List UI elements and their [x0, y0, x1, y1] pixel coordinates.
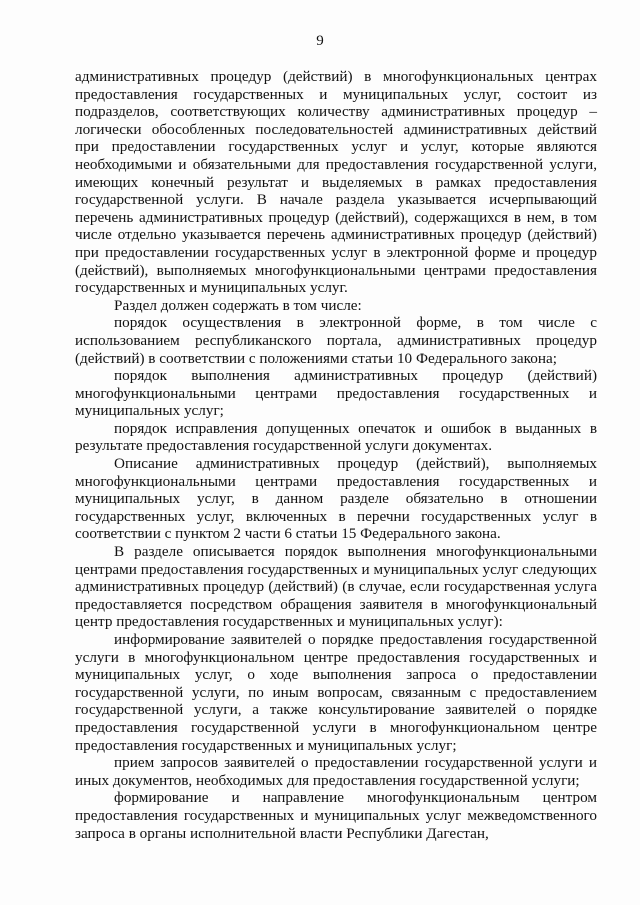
paragraph-electronic-procedure: порядок осуществления в электронной форме, в том числе с использованием республиканского портала, административных процедур (действий) в соответствии с положениями статьи 10 Федерального закона;: [75, 314, 597, 367]
paragraph-mfc-description: Описание административных процедур (действий), выполняемых многофункциональными центрами предоставления государственных и муниципальных услуг, в данном разделе обязательно в отношении государственных услуг, включенных в перечни государственных услуг в соответствии с пунктом 2 части 6 статьи 15 Федерального закона.: [75, 455, 597, 543]
paragraph-interagency-request: формирование и направление многофункциональным центром предоставления государственных и муниципальных услуг межведомственного запроса в органы исполнительной власти Республики Дагестан,: [75, 789, 597, 842]
paragraph-section-describes: В разделе описывается порядок выполнения многофункциональными центрами предоставления государственных и муниципальных услуг следующих административных процедур (действий) (в случае, если государственная услуга предоставляется посредством обращения заявителя в многофункциональный центр предоставления государственных и муниципальных услуг):: [75, 543, 597, 631]
document-body: [75, 68, 597, 842]
paragraph-mfc-procedure: порядок выполнения административных процедур (действий) многофункциональными центрами предоставления государственных и муниципальных услуг;: [75, 367, 597, 420]
paragraph-error-correction: порядок исправления допущенных опечаток и ошибок в выданных в результате предоставления государственной услуги документах.: [75, 419, 597, 455]
page-number: 9: [316, 33, 324, 49]
paragraph-section-contents: Раздел должен содержать в том числе:: [114, 296, 362, 314]
paragraph-reception: прием запросов заявителей о предоставлении государственной услуги и иных документов, необходимых для предоставления государственной услуги;: [75, 754, 597, 789]
paragraph-informing: информирование заявителей о порядке предоставления государственной услуги в многофункциональном центре предоставления государственных и муниципальных услуг, о ходе выполнения запроса о предоставлении государственной услуги, по иным вопросам, связанным с предоставлением государственной услуги, а также консультирование заявителей о порядке предоставления государственной услуги в многофункциональном центре предоставления государственных и муниципальных услуг;: [75, 631, 597, 754]
paragraph-continuation: административных процедур (действий) в многофункциональных центрах предоставления государственных и муниципальных услуг, состоит из подразделов, соответствующих количеству административных процедур – логически обособленных последовательностей административных действий при предоставлении государственных услуг и услуг, которые являются необходимыми и обязательными для предоставления государственной услуги, имеющих конечный результат и выделяемых в рамках предоставления государственной услуги. В начале раздела указывается исчерпывающий перечень административных процедур (действий), содержащихся в нем, в том числе отдельно указывается перечень административных процедур (действий) при предоставлении государственных услуг в электронной форме и процедур (действий), выполняемых многофункциональными центрами предоставления государственных и муниципальных услуг.: [75, 68, 597, 297]
